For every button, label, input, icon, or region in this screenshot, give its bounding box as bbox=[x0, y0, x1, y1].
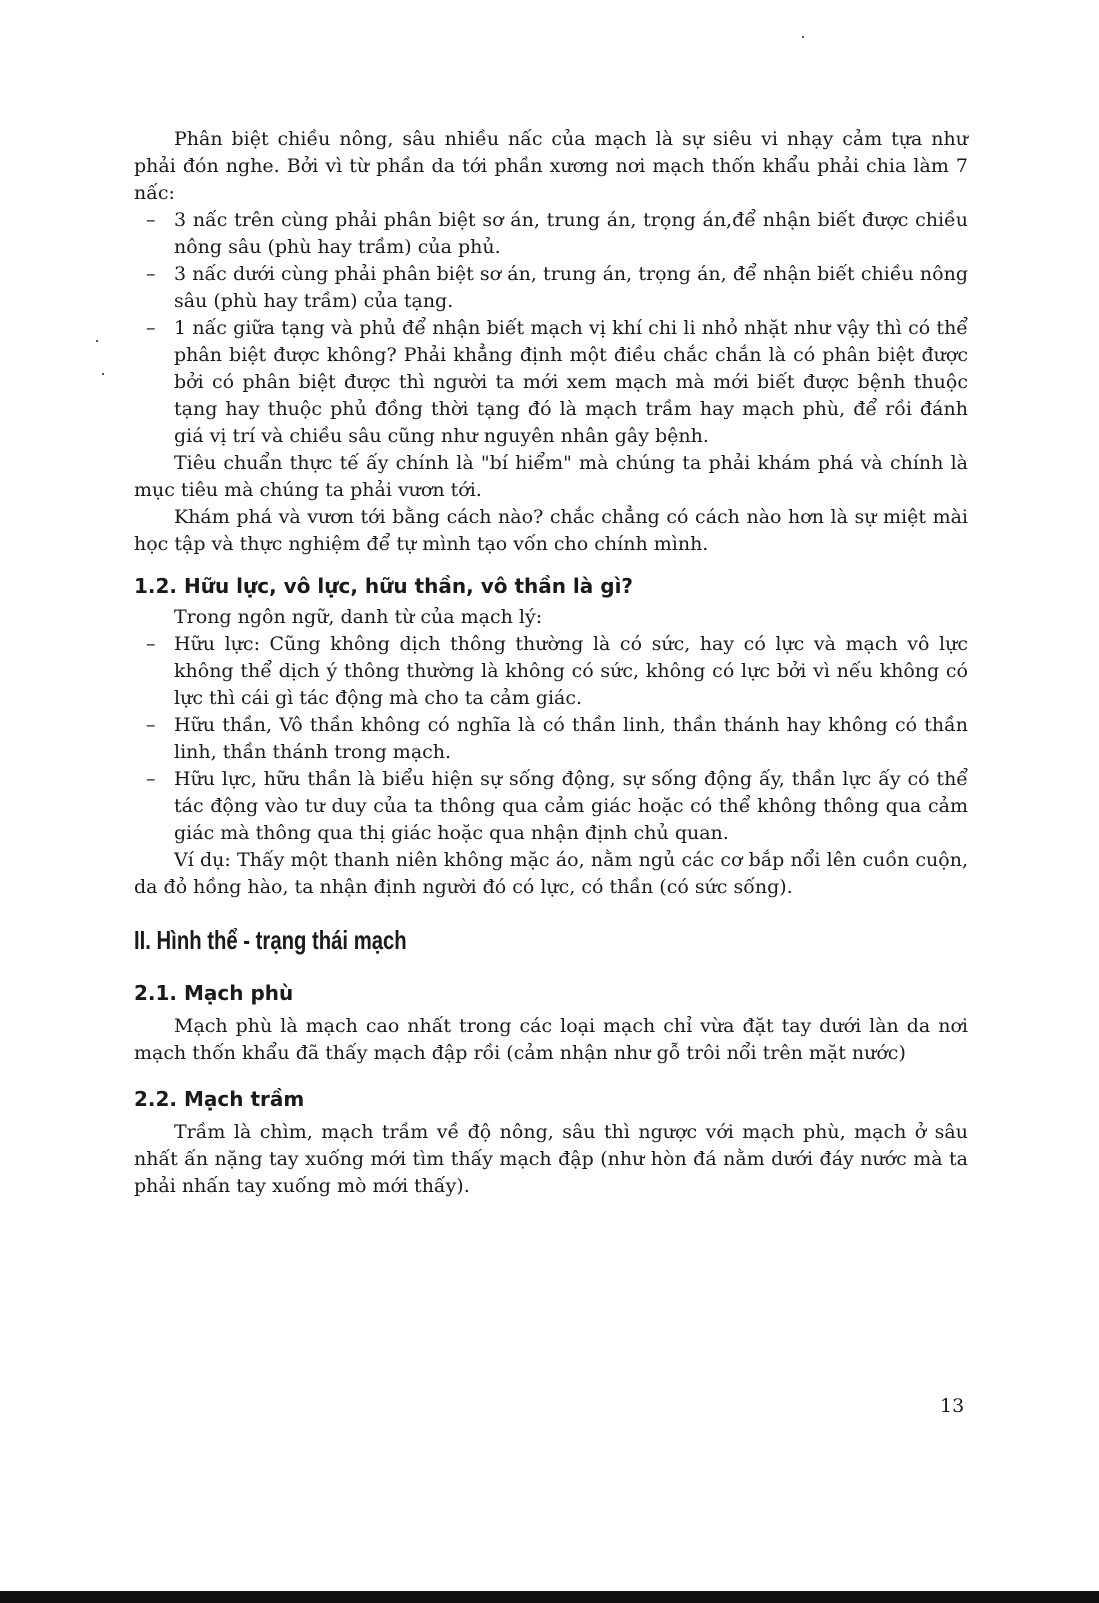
page-number: 13 bbox=[940, 1395, 965, 1417]
section-1-2-example: Ví dụ: Thấy một thanh niên không mặc áo, nằm ngủ các cơ bắp nổi lên cuồn cuộn, da đỏ hồng hào, ta nhận định người đó có lực, có thần (có sức sống). bbox=[134, 849, 968, 898]
section-1-2-lead: Trong ngôn ngữ, danh từ của mạch lý: bbox=[174, 606, 543, 628]
list-item: – Hữu thần, Vô thần không có nghĩa là có thần linh, thần thánh hay không có thần linh, thần thánh trong mạch. bbox=[134, 712, 968, 766]
section-heading-1-2: 1.2. Hữu lực, vô lực, hữu thần, vô thần là gì? bbox=[134, 574, 634, 598]
section-2-2-paragraph: Trầm là chìm, mạch trầm về độ nông, sâu thì ngược với mạch phù, mạch ở sâu nhất ấn nặng tay xuống mới tìm thấy mạch đập (như hòn đá nằm dưới đáy nước mà ta phải nhấn tay xuống mò mới thấy). bbox=[134, 1121, 968, 1197]
section-2-1-paragraph: Mạch phù là mạch cao nhất trong các loại mạch chỉ vừa đặt tay dưới làn da nơi mạch thốn khẩu đã thấy mạch đập rồi (cảm nhận như gỗ trôi nổi trên mặt nước) bbox=[134, 1015, 968, 1064]
scan-speck bbox=[102, 373, 104, 375]
intro-paragraph: Phân biệt chiều nông, sâu nhiều nấc của mạch là sự siêu vi nhạy cảm tựa như phải đón nghe. Bởi vì từ phần da tới phần xương nơi mạch thốn khẩu phải chia làm 7 nấc: bbox=[134, 128, 968, 204]
intro-list bbox=[134, 207, 968, 450]
section-heading-II: II. Hình thể - trạng thái mạch bbox=[134, 925, 407, 955]
intro-paragraph-3: Khám phá và vươn tới bằng cách nào? chắc chẳng có cách nào hơn là sự miệt mài học tập và thực nghiệm để tự mình tạo vốn cho chính mình. bbox=[134, 506, 968, 555]
scan-speck bbox=[96, 340, 98, 342]
list-item: – 3 nấc trên cùng phải phân biệt sơ án, trung án, trọng án,để nhận biết được chiều nông sâu (phù hay trầm) của phủ. bbox=[134, 207, 968, 261]
section-heading-2-2: 2.2. Mạch trầm bbox=[134, 1087, 305, 1111]
intro-paragraph-2: Tiêu chuẩn thực tế ấy chính là "bí hiểm" mà chúng ta phải khám phá và chính là mục tiêu mà chúng ta phải vươn tới. bbox=[134, 452, 968, 501]
section-heading-2-1: 2.1. Mạch phù bbox=[134, 981, 294, 1005]
scan-speck bbox=[802, 36, 804, 38]
list-item: – Hữu lực: Cũng không dịch thông thường là có sức, hay có lực và mạch vô lực không thể dịch ý thông thường là không có sức, không có lực bởi vì nếu không có lực thì cái gì tác động mà cho ta cảm giác. bbox=[134, 631, 968, 712]
list-item: – 1 nấc giữa tạng và phủ để nhận biết mạch vị khí chi li nhỏ nhặt như vậy thì có thể phân biệt được không? Phải khẳng định một điều chắc chắn là có phân biệt được bởi có phân biệt được thì người ta mới xem mạch mà mới biết được bệnh thuộc tạng hay thuộc phủ đồng thời tạng đó là mạch trầm hay mạch phù, để rồi đánh giá vị trí và chiều sâu cũng như nguyên nhân gây bệnh. bbox=[134, 315, 968, 450]
section-1-2-list bbox=[134, 631, 968, 847]
list-item: – Hữu lực, hữu thần là biểu hiện sự sống động, sự sống động ấy, thần lực ấy có thể tác động vào tư duy của ta thông qua cảm giác hoặc có thể không thông qua cảm giác mà thông qua thị giác hoặc qua nhận định chủ quan. bbox=[134, 766, 968, 847]
page-bottom-edge bbox=[0, 1591, 1099, 1603]
page-body bbox=[134, 126, 968, 1200]
list-item: – 3 nấc dưới cùng phải phân biệt sơ án, trung án, trọng án, để nhận biết chiều nông sâu (phù hay trầm) của tạng. bbox=[134, 261, 968, 315]
